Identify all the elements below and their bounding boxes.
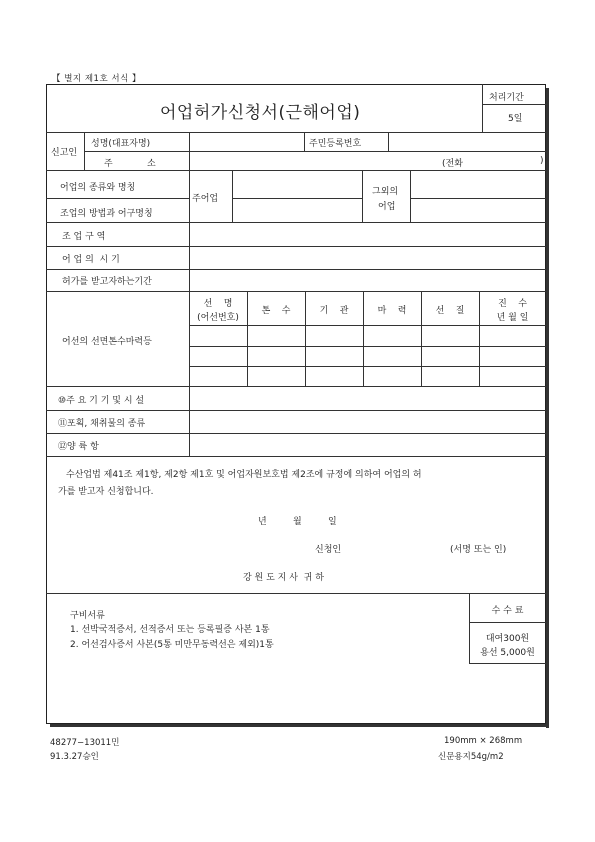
document-item-1: 1. 선박국적증서, 선적증서 또는 등록필증 사본 1통: [70, 625, 270, 635]
document-item-2: 2. 어선검사증서 사본(5통 미만무동력선은 제외)1통: [70, 640, 274, 650]
launch-date-header: 진 수: [498, 299, 527, 309]
fishery-type-label: 어업의 종류와 명칭: [60, 183, 136, 193]
processing-period-value: 5일: [508, 114, 523, 124]
frame-shadow-bottom: [50, 724, 549, 727]
fee-line-1: 대여300원: [485, 634, 530, 644]
fishing-zone-label: 조 업 구 역: [62, 232, 106, 242]
date-day: 일: [328, 517, 337, 527]
recipient: 강 원 도 지 사 귀 하: [243, 573, 324, 583]
date-month: 월: [293, 517, 302, 527]
main-fishery-label: 주어업: [192, 194, 219, 204]
horsepower-header: 마 력: [377, 306, 407, 316]
frame-shadow-right: [546, 88, 549, 728]
declaration-text-2: 가를 받고자 신청합니다.: [58, 487, 154, 497]
fee-line-2: 용선 5,000원: [480, 648, 535, 658]
equipment-label: ⑩주 요 기 기 및 시 설: [58, 396, 145, 406]
fishing-season-label: 어 업 의 시 기: [62, 255, 120, 265]
other-fishery-label-2: 어업: [378, 202, 396, 212]
footer-paper-size: 190mm × 268mm: [444, 736, 523, 746]
signature-note: (서명 또는 인): [450, 545, 507, 555]
form-number-label: 【 별지 제1호 서식 】: [52, 74, 141, 84]
other-fishery-label-1: 그외의: [372, 187, 399, 197]
catch-type-label: ⑪포획, 채취물의 종류: [58, 419, 146, 429]
date-year: 년: [258, 517, 267, 527]
launch-date-header-sub: 년 월 일: [496, 313, 529, 323]
footer-approval-date: 91.3.27승인: [50, 752, 99, 762]
name-label: 성명(대표자명): [91, 139, 151, 149]
phone-label: (전화: [442, 159, 463, 169]
fishing-method-label: 조업의 방법과 어구명칭: [60, 209, 153, 219]
declaration-text-1: 수산업법 제41조 제1항, 제2항 제1호 및 어업자원보호법 제2조에 규정에 의하여 어업의 허: [66, 470, 422, 480]
processing-period-label: 처리기간: [489, 93, 524, 103]
footer-paper-type: 신문용지54g/m2: [438, 752, 504, 762]
applicant-sign-label: 신청인: [315, 545, 342, 555]
vessel-info-label: 어선의 선면톤수마력등: [62, 337, 152, 347]
page-title: 어업허가신청서(근해어업): [160, 103, 361, 123]
phone-close: ): [540, 156, 544, 166]
engine-header: 기 관: [319, 306, 349, 316]
applicant-group-label: 신고인: [51, 148, 78, 158]
address-label: 주 소: [104, 159, 156, 169]
fee-label: 수 수 료: [491, 606, 524, 616]
hull-material-header: 선 질: [435, 306, 465, 316]
resident-id-label: 주민등록번호: [309, 139, 362, 149]
vessel-name-header-sub: (어선번호): [197, 313, 239, 323]
landing-port-label: ⑫양 륙 항: [58, 442, 99, 452]
vessel-name-header: 선 명: [203, 299, 233, 309]
permit-period-label: 허가를 받고자하는기간: [62, 277, 152, 287]
tonnage-header: 톤 수: [261, 306, 291, 316]
footer-approval-number: 48277−13011민: [50, 738, 120, 748]
documents-title: 구비서류: [70, 611, 105, 621]
